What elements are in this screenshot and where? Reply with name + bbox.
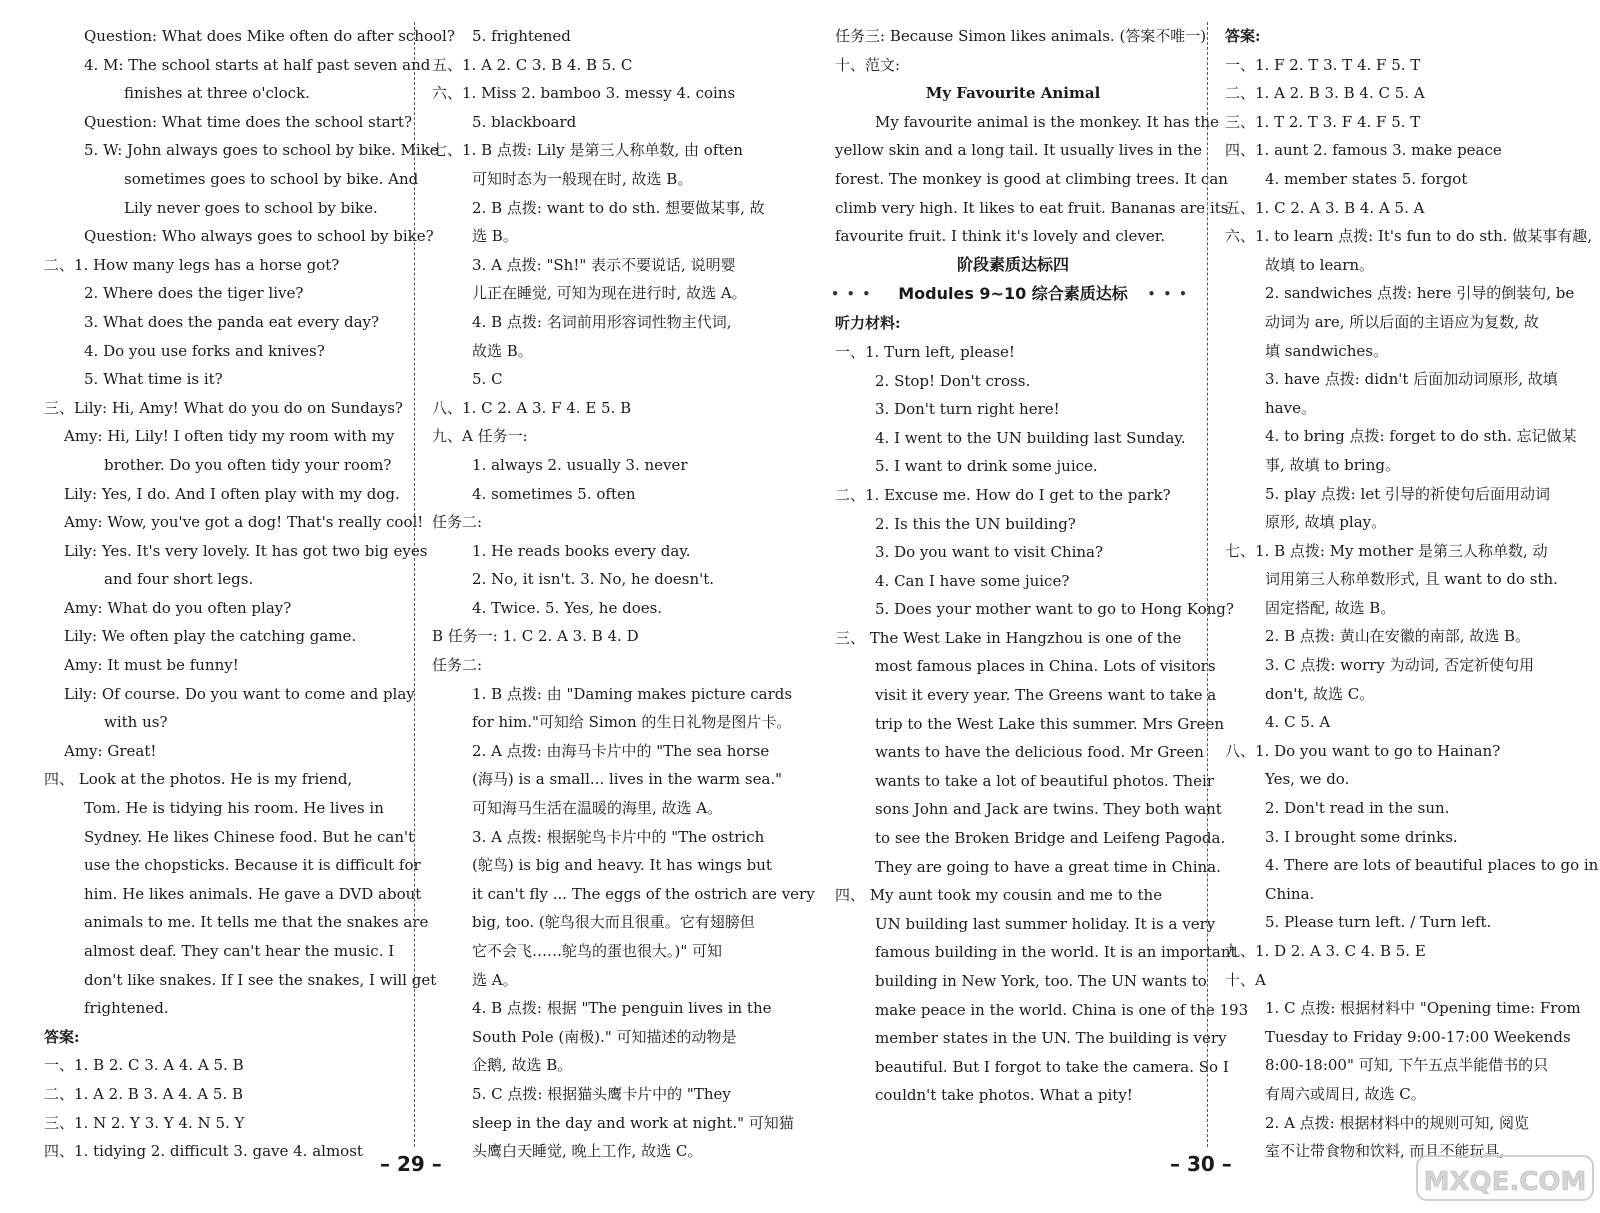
text-line: for him."可知给 Simon 的生日礼物是图片卡。 <box>472 713 792 732</box>
text-line: 故选 B。 <box>472 341 533 360</box>
text-line: 4. sometimes 5. often <box>472 484 636 503</box>
text-line: member states in the UN. The building is very <box>875 1029 1227 1048</box>
text-line: 5. C 点拨: 根据猫头鹰卡片中的 "They <box>472 1084 731 1103</box>
text-line: My Favourite Animal <box>925 84 1101 103</box>
text-line: My favourite animal is the monkey. It has the <box>875 112 1219 131</box>
text-line: 四、1. aunt 2. famous 3. make peace <box>1225 141 1502 160</box>
text-line: 3. have 点拨: didn't 后面加动词原形, 故填 <box>1265 370 1558 389</box>
text-line: 4. Twice. 5. Yes, he does. <box>472 598 663 617</box>
text-line: 固定搭配, 故选 B。 <box>1265 598 1396 617</box>
text-line: 可知海马生活在温暖的海里, 故选 A。 <box>472 799 723 818</box>
text-line: 1. C 点拨: 根据材料中 "Opening time: From <box>1265 999 1581 1018</box>
text-line: 三、Lily: Hi, Amy! What do you do on Sundays? <box>44 398 403 417</box>
text-line: 六、1. Miss 2. bamboo 3. messy 4. coins <box>432 84 736 103</box>
text-line: 4. B 点拨: 名词前用形容词性物主代词, <box>472 312 732 331</box>
text-line: 4. C 5. A <box>1265 713 1331 732</box>
text-line: 七、1. B 点拨: Lily 是第三人称单数, 由 often <box>432 141 743 160</box>
text-line: finishes at three o'clock. <box>124 84 310 103</box>
text-line: almost deaf. They can't hear the music. I <box>84 942 395 960</box>
text-line: 5. frightened <box>472 27 571 45</box>
text-line: Lily: Yes. It's very lovely. It has got two big eyes <box>64 541 428 560</box>
text-line: it can't fly ... The eggs of the ostrich are very <box>472 884 815 903</box>
text-line: 有周六或周日, 故选 C。 <box>1265 1084 1426 1103</box>
text-line: wants to take a lot of beautiful photos. Their <box>875 771 1214 790</box>
text-line: (鸵鸟) is big and heavy. It has wings but <box>472 856 772 875</box>
text-line: 三、1. N 2. Y 3. Y 4. N 5. Y <box>44 1113 245 1132</box>
text-line: 5. play 点拨: let 引导的祈使句后面用动词 <box>1265 484 1550 503</box>
text-line: 4. M: The school starts at half past seven and <box>84 55 431 74</box>
text-line: don't, 故选 C。 <box>1265 684 1375 703</box>
module-title: Modules 9~10 综合素质达标 <box>898 284 1128 304</box>
text-line: 2. Where does the tiger live? <box>84 284 304 303</box>
text-line: 室不让带食物和饮料, 而且不能玩具, <box>1265 1142 1505 1161</box>
text-line: 三、 The West Lake in Hangzhou is one of the <box>835 628 1182 647</box>
text-line: 二、1. Excuse me. How do I get to the park? <box>835 485 1171 504</box>
watermark-logo <box>1415 1150 1595 1205</box>
text-line: 填 sandwiches。 <box>1265 341 1388 360</box>
text-line: 四、 Look at the photos. He is my friend, <box>44 770 353 789</box>
text-line: 5. What time is it? <box>84 370 223 389</box>
decor-dots: ••• <box>1147 287 1195 302</box>
text-line: 5. C <box>472 370 503 389</box>
text-line: and four short legs. <box>104 570 254 589</box>
column-divider <box>1207 22 1208 1147</box>
text-line: Amy: What do you often play? <box>64 598 292 617</box>
text-line: Tom. He is tidying his room. He lives in <box>84 799 384 818</box>
text-line: brother. Do you often tidy your room? <box>104 455 392 474</box>
page-number-right: – 30 – <box>1170 1152 1232 1176</box>
text-line: 4. Can I have some juice? <box>875 571 1070 590</box>
text-line: South Pole (南极)." 可知描述的动物是 <box>472 1027 737 1046</box>
text-line: beautiful. But I forgot to take the camera. So I <box>875 1057 1229 1076</box>
text-line: big, too. (鸵鸟很大而且很重。它有翅膀但 <box>472 913 755 932</box>
text-line: to see the Broken Bridge and Leifeng Pagoda. <box>875 829 1226 848</box>
text-line: sleep in the day and work at night." 可知猫 <box>472 1113 794 1132</box>
text-line: 3. Do you want to visit China? <box>875 543 1104 562</box>
text-line: 动词为 are, 所以后面的主语应为复数, 故 <box>1265 312 1539 331</box>
text-line: 5. I want to drink some juice. <box>875 457 1098 476</box>
text-line: 3. A 点拨: 根据鸵鸟卡片中的 "The ostrich <box>472 827 765 846</box>
text-line: 原形, 故填 play。 <box>1265 513 1387 532</box>
text-line: 答案: <box>1225 27 1261 45</box>
text-line: climb very high. It likes to eat fruit. Bananas are its <box>835 198 1229 217</box>
text-line: 选 B。 <box>472 227 518 246</box>
text-line: 5. Please turn left. / Turn left. <box>1265 913 1492 932</box>
text-line: 任务二: <box>432 656 483 675</box>
text-line: 1. always 2. usually 3. never <box>472 455 688 474</box>
text-line: Amy: Great! <box>64 741 157 760</box>
text-line: Question: What does Mike often do after school? <box>84 27 455 45</box>
text-line: Question: What time does the school start? <box>84 112 412 131</box>
text-line: China. <box>1265 884 1315 903</box>
text-line: 企鹅, 故选 B。 <box>472 1056 573 1075</box>
text-line: most famous places in China. Lots of visitors <box>875 657 1216 676</box>
left-page-column-2 <box>432 22 815 1166</box>
text-line: 5. Does your mother want to go to Hong Kong? <box>875 600 1234 619</box>
text-line: 事, 故填 to bring。 <box>1265 455 1400 474</box>
text-line: 2. sandwiches 点拨: here 引导的倒装句, be <box>1265 284 1575 303</box>
text-line: wants to have the delicious food. Mr Green <box>875 743 1204 762</box>
text-line: 2. B 点拨: 黄山在安徽的南部, 故选 B。 <box>1265 627 1531 646</box>
text-line: 8:00-18:00" 可知, 下午五点半能借书的只 <box>1265 1056 1549 1075</box>
text-line: 4. to bring 点拨: forget to do sth. 忘记做某 <box>1265 427 1577 446</box>
text-line: Amy: Hi, Lily! I often tidy my room with my <box>64 427 395 446</box>
text-line: 九、1. D 2. A 3. C 4. B 5. E <box>1225 942 1426 960</box>
text-line: 故填 to learn。 <box>1265 255 1375 274</box>
text-line: 4. There are lots of beautiful places to go in <box>1265 856 1599 875</box>
text-line: 3. A 点拨: "Sh!" 表示不要说话, 说明婴 <box>472 255 736 274</box>
text-line: favourite fruit. I think it's lovely and clever. <box>835 227 1166 246</box>
text-line: They are going to have a great time in China. <box>875 857 1221 876</box>
text-line: UN building last summer holiday. It is a very <box>875 914 1216 933</box>
text-line: 2. Stop! Don't cross. <box>875 371 1031 390</box>
text-line: 儿正在睡觉, 可知为现在进行时, 故选 A。 <box>472 284 747 303</box>
text-line: 3. C 点拨: worry 为动词, 否定祈使句用 <box>1265 656 1535 675</box>
text-line: Tuesday to Friday 9:00-17:00 Weekends <box>1265 1027 1571 1046</box>
text-line: 任务二: <box>432 513 483 532</box>
text-line: 词用第三人称单数形式, 且 want to do sth. <box>1265 570 1558 589</box>
text-line: 八、1. C 2. A 3. F 4. E 5. B <box>432 398 632 417</box>
text-line: 4. member states 5. forgot <box>1265 169 1468 188</box>
text-line: 2. A 点拨: 由海马卡片中的 "The sea horse <box>472 741 770 760</box>
text-line: animals to me. It tells me that the snakes are <box>84 913 429 932</box>
text-line: 1. He reads books every day. <box>472 541 691 560</box>
text-line: Sydney. He likes Chinese food. But he can't <box>84 827 415 846</box>
text-line: Lily: Yes, I do. And I often play with my dog. <box>64 484 400 503</box>
page-number-left: – 29 – <box>380 1152 442 1176</box>
text-line: 六、1. to learn 点拨: It's fun to do sth. 做某事有趣, <box>1225 227 1593 246</box>
text-line: 2. Is this the UN building? <box>875 514 1076 533</box>
text-line: Lily: We often play the catching game. <box>64 627 357 646</box>
text-line: 九、A 任务一: <box>432 427 528 446</box>
text-line: don't like snakes. If I see the snakes, I will get <box>84 970 437 989</box>
decor-dots: ••• <box>831 287 879 302</box>
text-line: Lily never goes to school by bike. <box>124 198 378 217</box>
text-line: 七、1. B 点拨: My mother 是第三人称单数, 动 <box>1225 541 1548 560</box>
text-line: have。 <box>1265 398 1316 417</box>
text-line: 二、1. How many legs has a horse got? <box>44 255 340 274</box>
text-line: 2. No, it isn't. 3. No, he doesn't. <box>472 570 715 589</box>
text-line: couldn't take photos. What a pity! <box>875 1086 1133 1105</box>
text-line: 十、A <box>1225 970 1266 989</box>
text-line: 四、1. tidying 2. difficult 3. gave 4. almost <box>44 1142 363 1161</box>
text-line: 五、1. A 2. C 3. B 4. B 5. C <box>432 55 633 74</box>
text-line: 八、1. Do you want to go to Hainan? <box>1225 741 1501 760</box>
text-line: 头鹰白天睡觉, 晚上工作, 故选 C。 <box>472 1142 703 1161</box>
text-line: 4. B 点拨: 根据 "The penguin lives in the <box>472 999 772 1018</box>
text-line: building in New York, too. The UN wants to <box>875 972 1207 990</box>
text-line: 3. Don't turn right here! <box>875 400 1060 419</box>
text-line: 一、1. B 2. C 3. A 4. A 5. B <box>44 1056 244 1075</box>
column-divider <box>414 22 415 1147</box>
text-line: 5. blackboard <box>472 112 577 131</box>
text-line: sometimes goes to school by bike. And <box>124 169 419 188</box>
text-line: (海马) is a small... lives in the warm sea." <box>472 770 783 789</box>
text-line: 5. W: John always goes to school by bike. Mike <box>84 141 439 160</box>
text-line: 一、1. Turn left, please! <box>835 342 1015 361</box>
right-page-column-2 <box>1225 22 1599 1166</box>
text-line: 3. What does the panda eat every day? <box>84 312 380 331</box>
stage-title: 阶段素质达标四 <box>956 254 1069 274</box>
text-line: 一、1. F 2. T 3. T 4. F 5. T <box>1225 55 1421 74</box>
text-line: B 任务一: 1. C 2. A 3. B 4. D <box>432 627 639 646</box>
text-line: famous building in the world. It is an important <box>875 943 1237 962</box>
text-line: 它不会飞……鸵鸟的蛋也很大。)" 可知 <box>472 942 723 960</box>
text-line: 3. I brought some drinks. <box>1265 827 1458 846</box>
text-line: forest. The monkey is good at climbing trees. It can <box>835 169 1228 188</box>
text-line: yellow skin and a long tail. It usually lives in the <box>835 141 1202 160</box>
text-line: 选 A。 <box>472 970 518 989</box>
text-line: sons John and Jack are twins. They both want <box>875 800 1222 819</box>
text-line: 2. Don't read in the sun. <box>1265 799 1450 818</box>
text-line: Amy: It must be funny! <box>64 656 239 675</box>
text-line: visit it every year. The Greens want to take a <box>875 686 1217 705</box>
text-line: 可知时态为一般现在时, 故选 B。 <box>472 169 693 188</box>
text-line: Lily: Of course. Do you want to come and play <box>64 684 415 703</box>
watermark-text: MXQE.COM <box>1423 1167 1587 1197</box>
text-line: with us? <box>104 713 168 732</box>
text-line: 二、1. A 2. B 3. A 4. A 5. B <box>44 1084 244 1103</box>
text-line: him. He likes animals. He gave a DVD about <box>84 884 422 903</box>
text-line: 2. A 点拨: 根据材料中的规则可知, 阅览 <box>1265 1113 1530 1132</box>
text-line: Question: Who always goes to school by bike? <box>84 227 434 246</box>
text-line: 三、1. T 2. T 3. F 4. F 5. T <box>1225 112 1421 131</box>
text-line: 二、1. A 2. B 3. B 4. C 5. A <box>1225 84 1425 103</box>
text-line: frightened. <box>84 999 169 1018</box>
text-line: 1. B 点拨: 由 "Daming makes picture cards <box>472 684 793 703</box>
text-line: 4. I went to the UN building last Sunday. <box>875 428 1186 447</box>
text-line: 四、 My aunt took my cousin and me to the <box>835 886 1163 905</box>
text-line: Yes, we do. <box>1265 770 1350 789</box>
module-title-bar <box>831 279 1195 309</box>
text-line: 任务三: Because Simon likes animals. (答案不唯一) <box>835 27 1207 45</box>
text-line: 十、范文: <box>835 55 901 74</box>
text-line: make peace in the world. China is one of the 193 <box>875 1000 1249 1019</box>
text-line: 五、1. C 2. A 3. B 4. A 5. A <box>1225 198 1425 217</box>
text-line: 答案: <box>44 1027 80 1046</box>
text-line: 听力材料: <box>835 314 901 333</box>
text-line: Amy: Wow, you've got a dog! That's really cool! <box>64 513 424 532</box>
essay-section <box>835 22 1229 251</box>
text-line: trip to the West Lake this summer. Mrs Green <box>875 714 1224 733</box>
text-line: 4. Do you use forks and knives? <box>84 341 325 360</box>
text-line: 2. B 点拨: want to do sth. 想要做某事, 故 <box>472 198 765 217</box>
text-line: use the chopsticks. Because it is difficult for <box>84 856 421 875</box>
